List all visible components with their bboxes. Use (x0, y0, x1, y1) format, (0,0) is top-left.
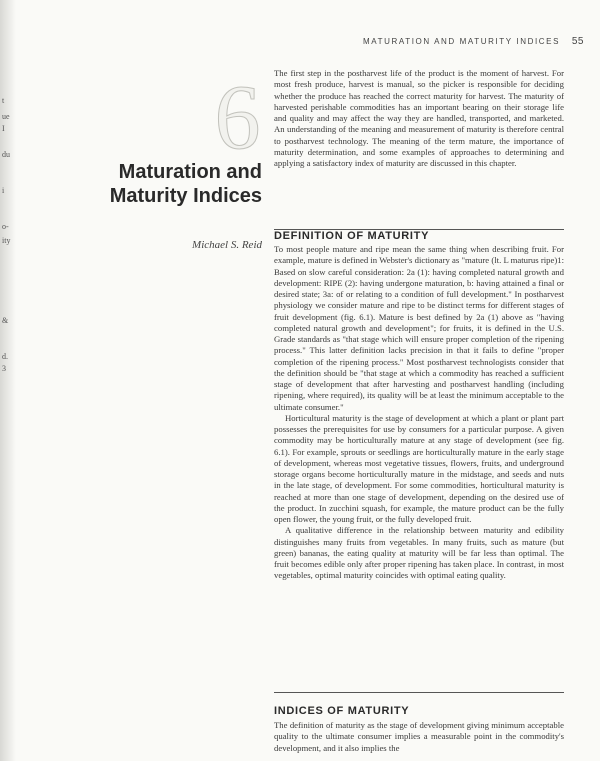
running-head-title: MATURATION AND MATURITY INDICES (363, 37, 561, 46)
section-heading-definition: DEFINITION OF MATURITY (274, 230, 430, 242)
margin-fragment: du (2, 150, 10, 159)
paragraph: To most people mature and ripe mean the same thing when describing fruit. For example, mature is defined in Webster's dictionary as "mature (lt. L maturus ripe)1: Based on slow careful consideration: 2a (1): having completed natural growth and development: RIPE (2): having undergone maturation, b: having attained a final or desired state; 3a: of or relating to a condition of full development." In postharvest physiology we consider mature and ripe to be distinct terms for different stages of fruit development (fig. 6.1). Mature is best defined by 2a (1) above as "having completed natural growth and development"; for fruits, it is defined in the U.S. Grade standards as "that stage which will ensure proper completion of the ripening process." This latter definition lacks precision in that it fails to define "proper completion of the ripening process." Most postharvest technologists consider that the definition should be "that stage at which a commodity has reached a sufficient stage of development that after harvesting and postharvest handling (including ripening, where required), its quality will be at least the minimum acceptable to the ultimate consumer." (274, 244, 564, 412)
paragraph: Horticultural maturity is the stage of development at which a plant or plant part possesses the prerequisites for use by consumers for a particular purpose. A given commodity may be horticulturally mature at any stage of development (see fig. 6.1). For example, sprouts or seedlings are horticulturally mature in the early stage of development, whereas most vegetative tissues, flowers, fruits, and underground storage organs become horticulturally mature in the midstage, and seeds and nuts in the late stage, of development. For some commodities, horticultural maturity is reached at more than one stage of development, depending on the desired use of the product. In zucchini squash, for example, the mature product can be the fully open flower, the young fruit, or the fully developed fruit. (274, 412, 564, 524)
margin-fragment: 3 (2, 364, 6, 373)
section-heading-indices: INDICES OF MATURITY (274, 705, 410, 717)
margin-fragment: d. (2, 352, 8, 361)
margin-fragment: ity (2, 236, 11, 245)
margin-fragment: & (2, 316, 9, 325)
indices-section-body (274, 720, 564, 754)
margin-fragment: o- (2, 222, 9, 231)
page-number: 55 (571, 36, 584, 47)
intro-text (274, 68, 564, 169)
section-divider (274, 692, 564, 693)
section-divider (274, 229, 564, 230)
paragraph: The definition of maturity as the stage of development giving minimum acceptable quality to the ultimate consumer implies a measurable point in the commodity's development, and it also implies the (274, 720, 564, 753)
chapter-number: 6 (214, 66, 261, 168)
intro-paragraph: The first step in the postharvest life of the product is the moment of harvest. For most fresh produce, harvest is manual, so the picker is responsible for deciding whether the produce has reached the correct maturity for harvest. The maturity of harvested perishable commodities has an important bearing on their storage life and quality and may affect the way they are handled, transported, and marketed. An understanding of the meaning and measurement of maturity is therefore central to postharvest technology. The meaning of the term mature, the importance of maturity determination, and some examples of approaches to determining and applying a satisfactory index of maturity are discussed in this chapter. (274, 68, 564, 168)
running-head (363, 36, 584, 47)
definition-section-body (274, 244, 564, 582)
chapter-title: Maturation and Maturity Indices (109, 161, 262, 207)
margin-fragment: i (2, 186, 5, 195)
chapter-author: Michael S. Reid (192, 239, 262, 251)
margin-fragment: I (2, 124, 5, 133)
margin-fragment: ue (2, 112, 10, 121)
paragraph: A qualitative difference in the relationship between maturity and edibility distinguishes many fruits from vegetables. In many fruits, such as mature (but green) bananas, the eating quality at maturity will be far less than optimal. The fruit becomes edible only after proper ripening has taken place. In contrast, in most vegetables, optimal maturity coincides with optimal eating quality. (274, 525, 564, 581)
margin-fragment: t (2, 96, 5, 105)
